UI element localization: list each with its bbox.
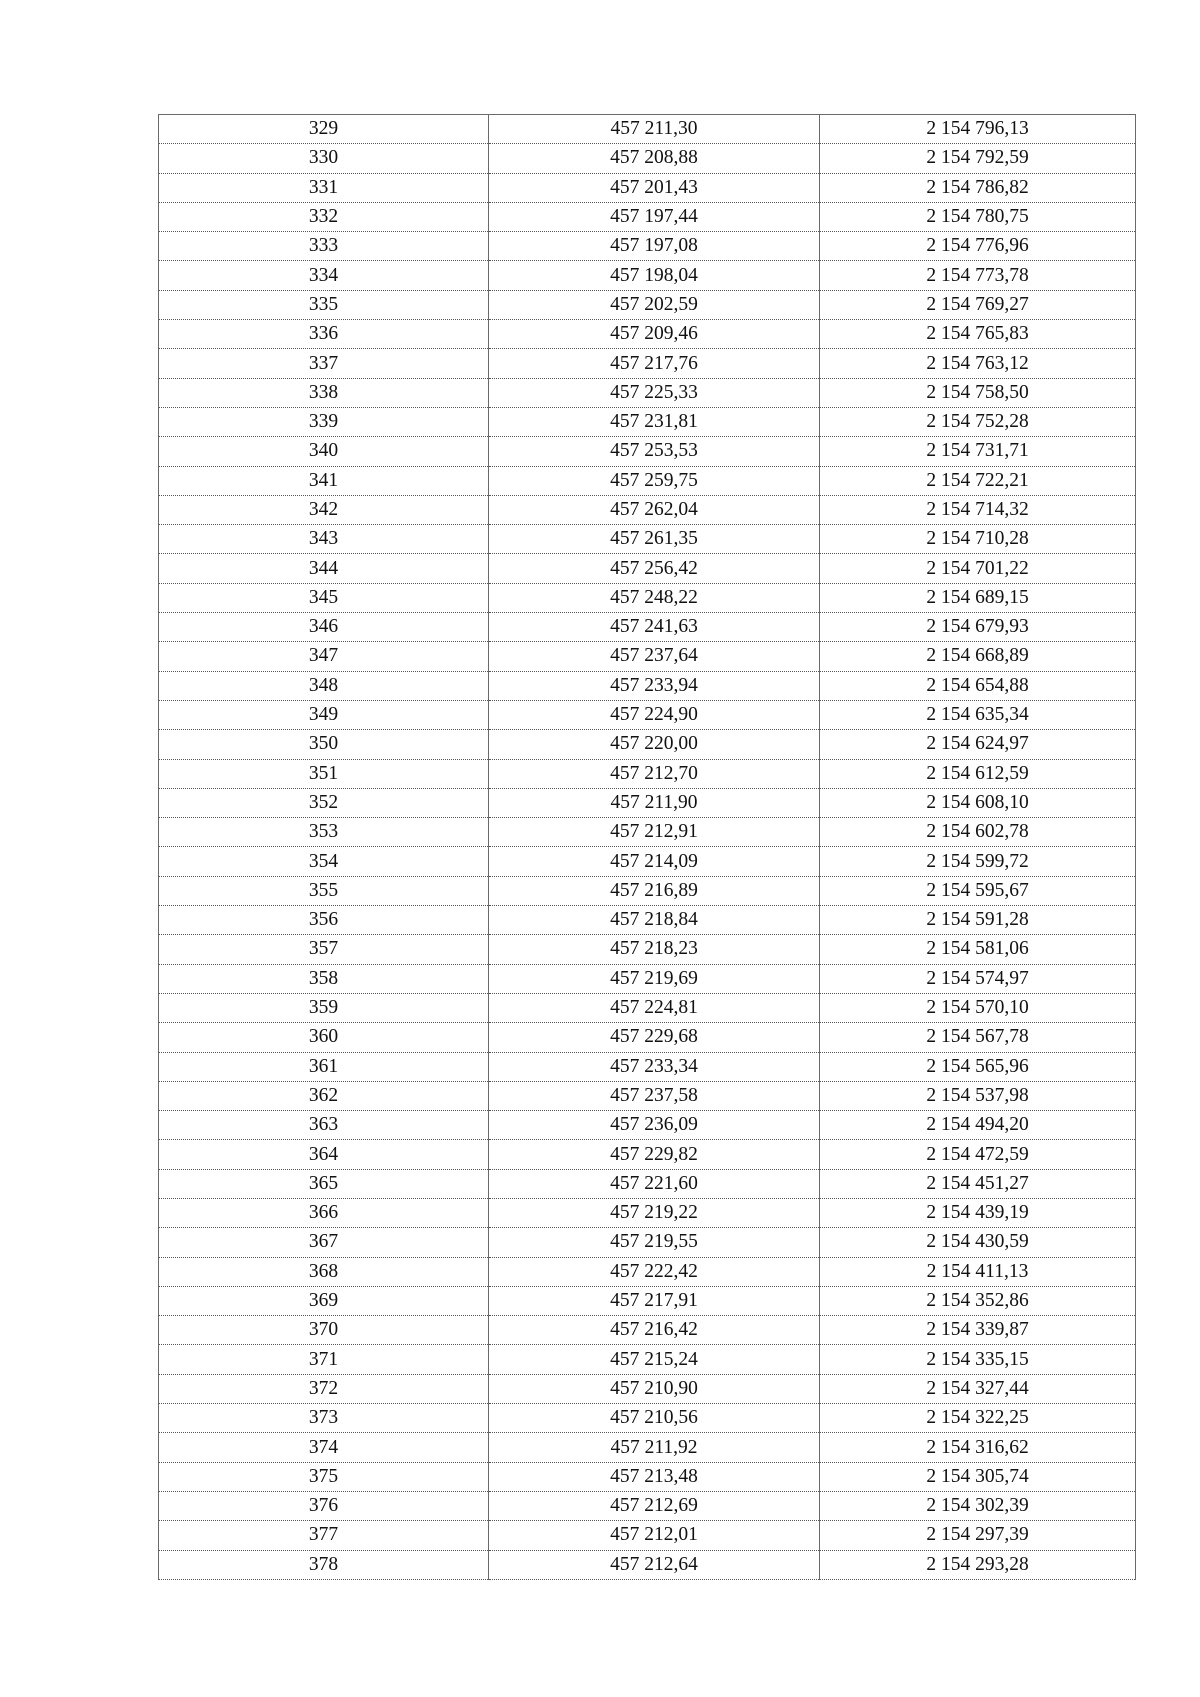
point-number-cell: 365: [159, 1169, 489, 1198]
table-row: [159, 730, 1136, 759]
table-row: [159, 290, 1136, 319]
x-coordinate-cell: 457 217,91: [489, 1286, 820, 1315]
point-number-cell: 363: [159, 1111, 489, 1140]
y-coordinate-cell: 2 154 335,15: [820, 1345, 1136, 1374]
y-coordinate-cell: 2 154 293,28: [820, 1550, 1136, 1579]
point-number-cell: 336: [159, 320, 489, 349]
x-coordinate-cell: 457 219,69: [489, 964, 820, 993]
x-coordinate-cell: 457 231,81: [489, 407, 820, 436]
point-number-cell: 335: [159, 290, 489, 319]
table-row: [159, 993, 1136, 1022]
point-number-cell: 339: [159, 407, 489, 436]
table-row: [159, 1257, 1136, 1286]
point-number-cell: 361: [159, 1052, 489, 1081]
x-coordinate-cell: 457 197,08: [489, 232, 820, 261]
x-coordinate-cell: 457 213,48: [489, 1462, 820, 1491]
point-number-cell: 338: [159, 378, 489, 407]
table-row: [159, 613, 1136, 642]
point-number-cell: 347: [159, 642, 489, 671]
y-coordinate-cell: 2 154 570,10: [820, 993, 1136, 1022]
point-number-cell: 352: [159, 788, 489, 817]
y-coordinate-cell: 2 154 591,28: [820, 906, 1136, 935]
table-row: [159, 583, 1136, 612]
x-coordinate-cell: 457 229,68: [489, 1023, 820, 1052]
table-row: [159, 349, 1136, 378]
y-coordinate-cell: 2 154 339,87: [820, 1316, 1136, 1345]
x-coordinate-cell: 457 216,42: [489, 1316, 820, 1345]
point-number-cell: 364: [159, 1140, 489, 1169]
y-coordinate-cell: 2 154 494,20: [820, 1111, 1136, 1140]
point-number-cell: 369: [159, 1286, 489, 1315]
table-row: [159, 232, 1136, 261]
x-coordinate-cell: 457 208,88: [489, 144, 820, 173]
point-number-cell: 359: [159, 993, 489, 1022]
x-coordinate-cell: 457 261,35: [489, 525, 820, 554]
x-coordinate-cell: 457 210,56: [489, 1404, 820, 1433]
x-coordinate-cell: 457 221,60: [489, 1169, 820, 1198]
x-coordinate-cell: 457 237,58: [489, 1081, 820, 1110]
y-coordinate-cell: 2 154 297,39: [820, 1521, 1136, 1550]
y-coordinate-cell: 2 154 780,75: [820, 202, 1136, 231]
y-coordinate-cell: 2 154 430,59: [820, 1228, 1136, 1257]
point-number-cell: 375: [159, 1462, 489, 1491]
x-coordinate-cell: 457 216,89: [489, 876, 820, 905]
x-coordinate-cell: 457 219,22: [489, 1198, 820, 1227]
x-coordinate-cell: 457 241,63: [489, 613, 820, 642]
y-coordinate-cell: 2 154 773,78: [820, 261, 1136, 290]
point-number-cell: 349: [159, 700, 489, 729]
x-coordinate-cell: 457 215,24: [489, 1345, 820, 1374]
y-coordinate-cell: 2 154 581,06: [820, 935, 1136, 964]
point-number-cell: 376: [159, 1491, 489, 1520]
y-coordinate-cell: 2 154 322,25: [820, 1404, 1136, 1433]
x-coordinate-cell: 457 220,00: [489, 730, 820, 759]
x-coordinate-cell: 457 211,30: [489, 115, 820, 144]
y-coordinate-cell: 2 154 439,19: [820, 1198, 1136, 1227]
y-coordinate-cell: 2 154 765,83: [820, 320, 1136, 349]
y-coordinate-cell: 2 154 567,78: [820, 1023, 1136, 1052]
y-coordinate-cell: 2 154 701,22: [820, 554, 1136, 583]
table-row: [159, 261, 1136, 290]
y-coordinate-cell: 2 154 352,86: [820, 1286, 1136, 1315]
point-number-cell: 348: [159, 671, 489, 700]
x-coordinate-cell: 457 210,90: [489, 1374, 820, 1403]
x-coordinate-cell: 457 237,64: [489, 642, 820, 671]
y-coordinate-cell: 2 154 731,71: [820, 437, 1136, 466]
table-row: [159, 964, 1136, 993]
point-number-cell: 330: [159, 144, 489, 173]
point-number-cell: 356: [159, 906, 489, 935]
x-coordinate-cell: 457 198,04: [489, 261, 820, 290]
x-coordinate-cell: 457 229,82: [489, 1140, 820, 1169]
table-row: [159, 407, 1136, 436]
x-coordinate-cell: 457 212,01: [489, 1521, 820, 1550]
x-coordinate-cell: 457 212,64: [489, 1550, 820, 1579]
y-coordinate-cell: 2 154 602,78: [820, 818, 1136, 847]
y-coordinate-cell: 2 154 608,10: [820, 788, 1136, 817]
y-coordinate-cell: 2 154 327,44: [820, 1374, 1136, 1403]
table-row: [159, 1081, 1136, 1110]
table-row: [159, 847, 1136, 876]
x-coordinate-cell: 457 225,33: [489, 378, 820, 407]
point-number-cell: 329: [159, 115, 489, 144]
table-row: [159, 1374, 1136, 1403]
y-coordinate-cell: 2 154 752,28: [820, 407, 1136, 436]
table-row: [159, 1491, 1136, 1520]
x-coordinate-cell: 457 217,76: [489, 349, 820, 378]
y-coordinate-cell: 2 154 635,34: [820, 700, 1136, 729]
x-coordinate-cell: 457 212,70: [489, 759, 820, 788]
table-row: [159, 1404, 1136, 1433]
x-coordinate-cell: 457 224,90: [489, 700, 820, 729]
table-row: [159, 437, 1136, 466]
point-number-cell: 350: [159, 730, 489, 759]
y-coordinate-cell: 2 154 769,27: [820, 290, 1136, 319]
table-row: [159, 1521, 1136, 1550]
table-row: [159, 1345, 1136, 1374]
x-coordinate-cell: 457 256,42: [489, 554, 820, 583]
point-number-cell: 366: [159, 1198, 489, 1227]
x-coordinate-cell: 457 233,34: [489, 1052, 820, 1081]
y-coordinate-cell: 2 154 786,82: [820, 173, 1136, 202]
table-row: [159, 115, 1136, 144]
point-number-cell: 353: [159, 818, 489, 847]
x-coordinate-cell: 457 211,90: [489, 788, 820, 817]
y-coordinate-cell: 2 154 612,59: [820, 759, 1136, 788]
point-number-cell: 337: [159, 349, 489, 378]
y-coordinate-cell: 2 154 763,12: [820, 349, 1136, 378]
point-number-cell: 360: [159, 1023, 489, 1052]
point-number-cell: 340: [159, 437, 489, 466]
table-row: [159, 202, 1136, 231]
table-row: [159, 1052, 1136, 1081]
point-number-cell: 362: [159, 1081, 489, 1110]
y-coordinate-cell: 2 154 599,72: [820, 847, 1136, 876]
table-row: [159, 495, 1136, 524]
table-row: [159, 1316, 1136, 1345]
point-number-cell: 341: [159, 466, 489, 495]
table-row: [159, 1228, 1136, 1257]
table-row: [159, 554, 1136, 583]
table-row: [159, 788, 1136, 817]
x-coordinate-cell: 457 233,94: [489, 671, 820, 700]
x-coordinate-cell: 457 219,55: [489, 1228, 820, 1257]
x-coordinate-cell: 457 218,23: [489, 935, 820, 964]
point-number-cell: 378: [159, 1550, 489, 1579]
y-coordinate-cell: 2 154 722,21: [820, 466, 1136, 495]
y-coordinate-cell: 2 154 565,96: [820, 1052, 1136, 1081]
table-row: [159, 642, 1136, 671]
coordinates-table: [158, 114, 1136, 1580]
table-row: [159, 1140, 1136, 1169]
x-coordinate-cell: 457 236,09: [489, 1111, 820, 1140]
table-row: [159, 935, 1136, 964]
x-coordinate-cell: 457 224,81: [489, 993, 820, 1022]
y-coordinate-cell: 2 154 776,96: [820, 232, 1136, 261]
table-row: [159, 1023, 1136, 1052]
x-coordinate-cell: 457 248,22: [489, 583, 820, 612]
y-coordinate-cell: 2 154 451,27: [820, 1169, 1136, 1198]
table-row: [159, 378, 1136, 407]
x-coordinate-cell: 457 212,69: [489, 1491, 820, 1520]
point-number-cell: 370: [159, 1316, 489, 1345]
x-coordinate-cell: 457 253,53: [489, 437, 820, 466]
point-number-cell: 351: [159, 759, 489, 788]
point-number-cell: 342: [159, 495, 489, 524]
x-coordinate-cell: 457 262,04: [489, 495, 820, 524]
y-coordinate-cell: 2 154 714,32: [820, 495, 1136, 524]
y-coordinate-cell: 2 154 595,67: [820, 876, 1136, 905]
table-row: [159, 1169, 1136, 1198]
y-coordinate-cell: 2 154 624,97: [820, 730, 1136, 759]
point-number-cell: 373: [159, 1404, 489, 1433]
x-coordinate-cell: 457 214,09: [489, 847, 820, 876]
y-coordinate-cell: 2 154 302,39: [820, 1491, 1136, 1520]
x-coordinate-cell: 457 212,91: [489, 818, 820, 847]
table-row: [159, 818, 1136, 847]
point-number-cell: 333: [159, 232, 489, 261]
point-number-cell: 377: [159, 1521, 489, 1550]
point-number-cell: 357: [159, 935, 489, 964]
table-row: [159, 876, 1136, 905]
point-number-cell: 345: [159, 583, 489, 612]
point-number-cell: 355: [159, 876, 489, 905]
x-coordinate-cell: 457 209,46: [489, 320, 820, 349]
table-row: [159, 906, 1136, 935]
point-number-cell: 372: [159, 1374, 489, 1403]
table-row: [159, 1198, 1136, 1227]
table-row: [159, 1111, 1136, 1140]
y-coordinate-cell: 2 154 305,74: [820, 1462, 1136, 1491]
point-number-cell: 331: [159, 173, 489, 202]
x-coordinate-cell: 457 197,44: [489, 202, 820, 231]
table-row: [159, 1462, 1136, 1491]
point-number-cell: 334: [159, 261, 489, 290]
table-row: [159, 759, 1136, 788]
table-row: [159, 1286, 1136, 1315]
y-coordinate-cell: 2 154 668,89: [820, 642, 1136, 671]
coordinates-table-body: [159, 115, 1136, 1580]
point-number-cell: 358: [159, 964, 489, 993]
table-row: [159, 144, 1136, 173]
y-coordinate-cell: 2 154 654,88: [820, 671, 1136, 700]
y-coordinate-cell: 2 154 574,97: [820, 964, 1136, 993]
y-coordinate-cell: 2 154 710,28: [820, 525, 1136, 554]
point-number-cell: 368: [159, 1257, 489, 1286]
point-number-cell: 367: [159, 1228, 489, 1257]
y-coordinate-cell: 2 154 537,98: [820, 1081, 1136, 1110]
y-coordinate-cell: 2 154 316,62: [820, 1433, 1136, 1462]
x-coordinate-cell: 457 222,42: [489, 1257, 820, 1286]
point-number-cell: 346: [159, 613, 489, 642]
y-coordinate-cell: 2 154 472,59: [820, 1140, 1136, 1169]
table-row: [159, 525, 1136, 554]
table-row: [159, 671, 1136, 700]
y-coordinate-cell: 2 154 792,59: [820, 144, 1136, 173]
point-number-cell: 374: [159, 1433, 489, 1462]
point-number-cell: 332: [159, 202, 489, 231]
x-coordinate-cell: 457 202,59: [489, 290, 820, 319]
x-coordinate-cell: 457 211,92: [489, 1433, 820, 1462]
table-row: [159, 173, 1136, 202]
point-number-cell: 354: [159, 847, 489, 876]
point-number-cell: 343: [159, 525, 489, 554]
x-coordinate-cell: 457 259,75: [489, 466, 820, 495]
table-row: [159, 1433, 1136, 1462]
x-coordinate-cell: 457 201,43: [489, 173, 820, 202]
point-number-cell: 344: [159, 554, 489, 583]
y-coordinate-cell: 2 154 679,93: [820, 613, 1136, 642]
y-coordinate-cell: 2 154 758,50: [820, 378, 1136, 407]
table-row: [159, 700, 1136, 729]
table-row: [159, 1550, 1136, 1579]
y-coordinate-cell: 2 154 796,13: [820, 115, 1136, 144]
y-coordinate-cell: 2 154 689,15: [820, 583, 1136, 612]
x-coordinate-cell: 457 218,84: [489, 906, 820, 935]
table-row: [159, 320, 1136, 349]
y-coordinate-cell: 2 154 411,13: [820, 1257, 1136, 1286]
point-number-cell: 371: [159, 1345, 489, 1374]
table-row: [159, 466, 1136, 495]
